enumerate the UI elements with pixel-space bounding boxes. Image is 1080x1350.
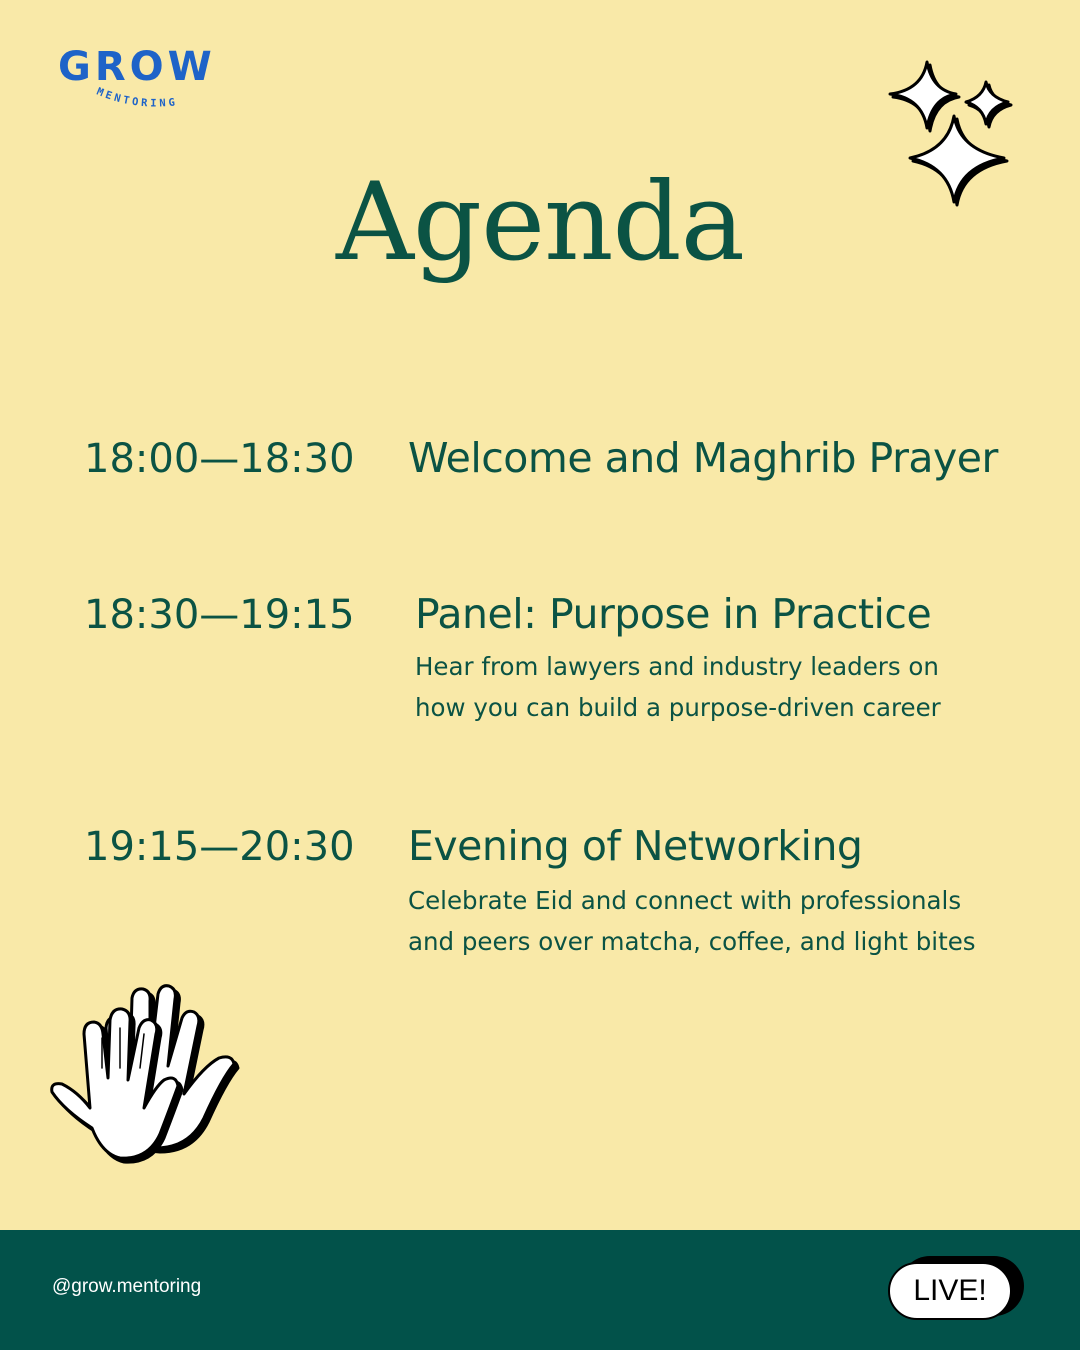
high-five-hands-icon: [44, 968, 244, 1168]
agenda-description-line: how you can build a purpose-driven career: [415, 693, 941, 722]
agenda-title-2: Panel: Purpose in Practice: [415, 590, 932, 638]
brand-name: GROW: [58, 44, 216, 90]
agenda-time-3: 19:15—20:30: [84, 824, 355, 870]
agenda-description-line: and peers over matcha, coffee, and light bites: [408, 927, 976, 956]
page-title: Agenda: [335, 160, 745, 285]
agenda-description-line: Celebrate Eid and connect with professionals: [408, 886, 962, 915]
footer-bar: [0, 1230, 1080, 1350]
brand-logo: [56, 44, 236, 124]
social-handle: @grow.mentoring: [52, 1276, 202, 1297]
agenda-time-1: 18:00—18:30: [84, 436, 355, 482]
brand-tagline: [86, 82, 226, 122]
agenda-description-2: [415, 646, 941, 728]
agenda-time-2: 18:30—19:15: [84, 592, 355, 638]
agenda-description-3: [408, 880, 976, 962]
agenda-description-line: Hear from lawyers and industry leaders on: [415, 652, 939, 681]
agenda-title-3: Evening of Networking: [408, 822, 863, 870]
svg-text:MENTORING: MENTORING: [94, 85, 179, 110]
agenda-title-1: Welcome and Maghrib Prayer: [408, 434, 998, 482]
live-badge: LIVE!: [888, 1262, 1012, 1320]
